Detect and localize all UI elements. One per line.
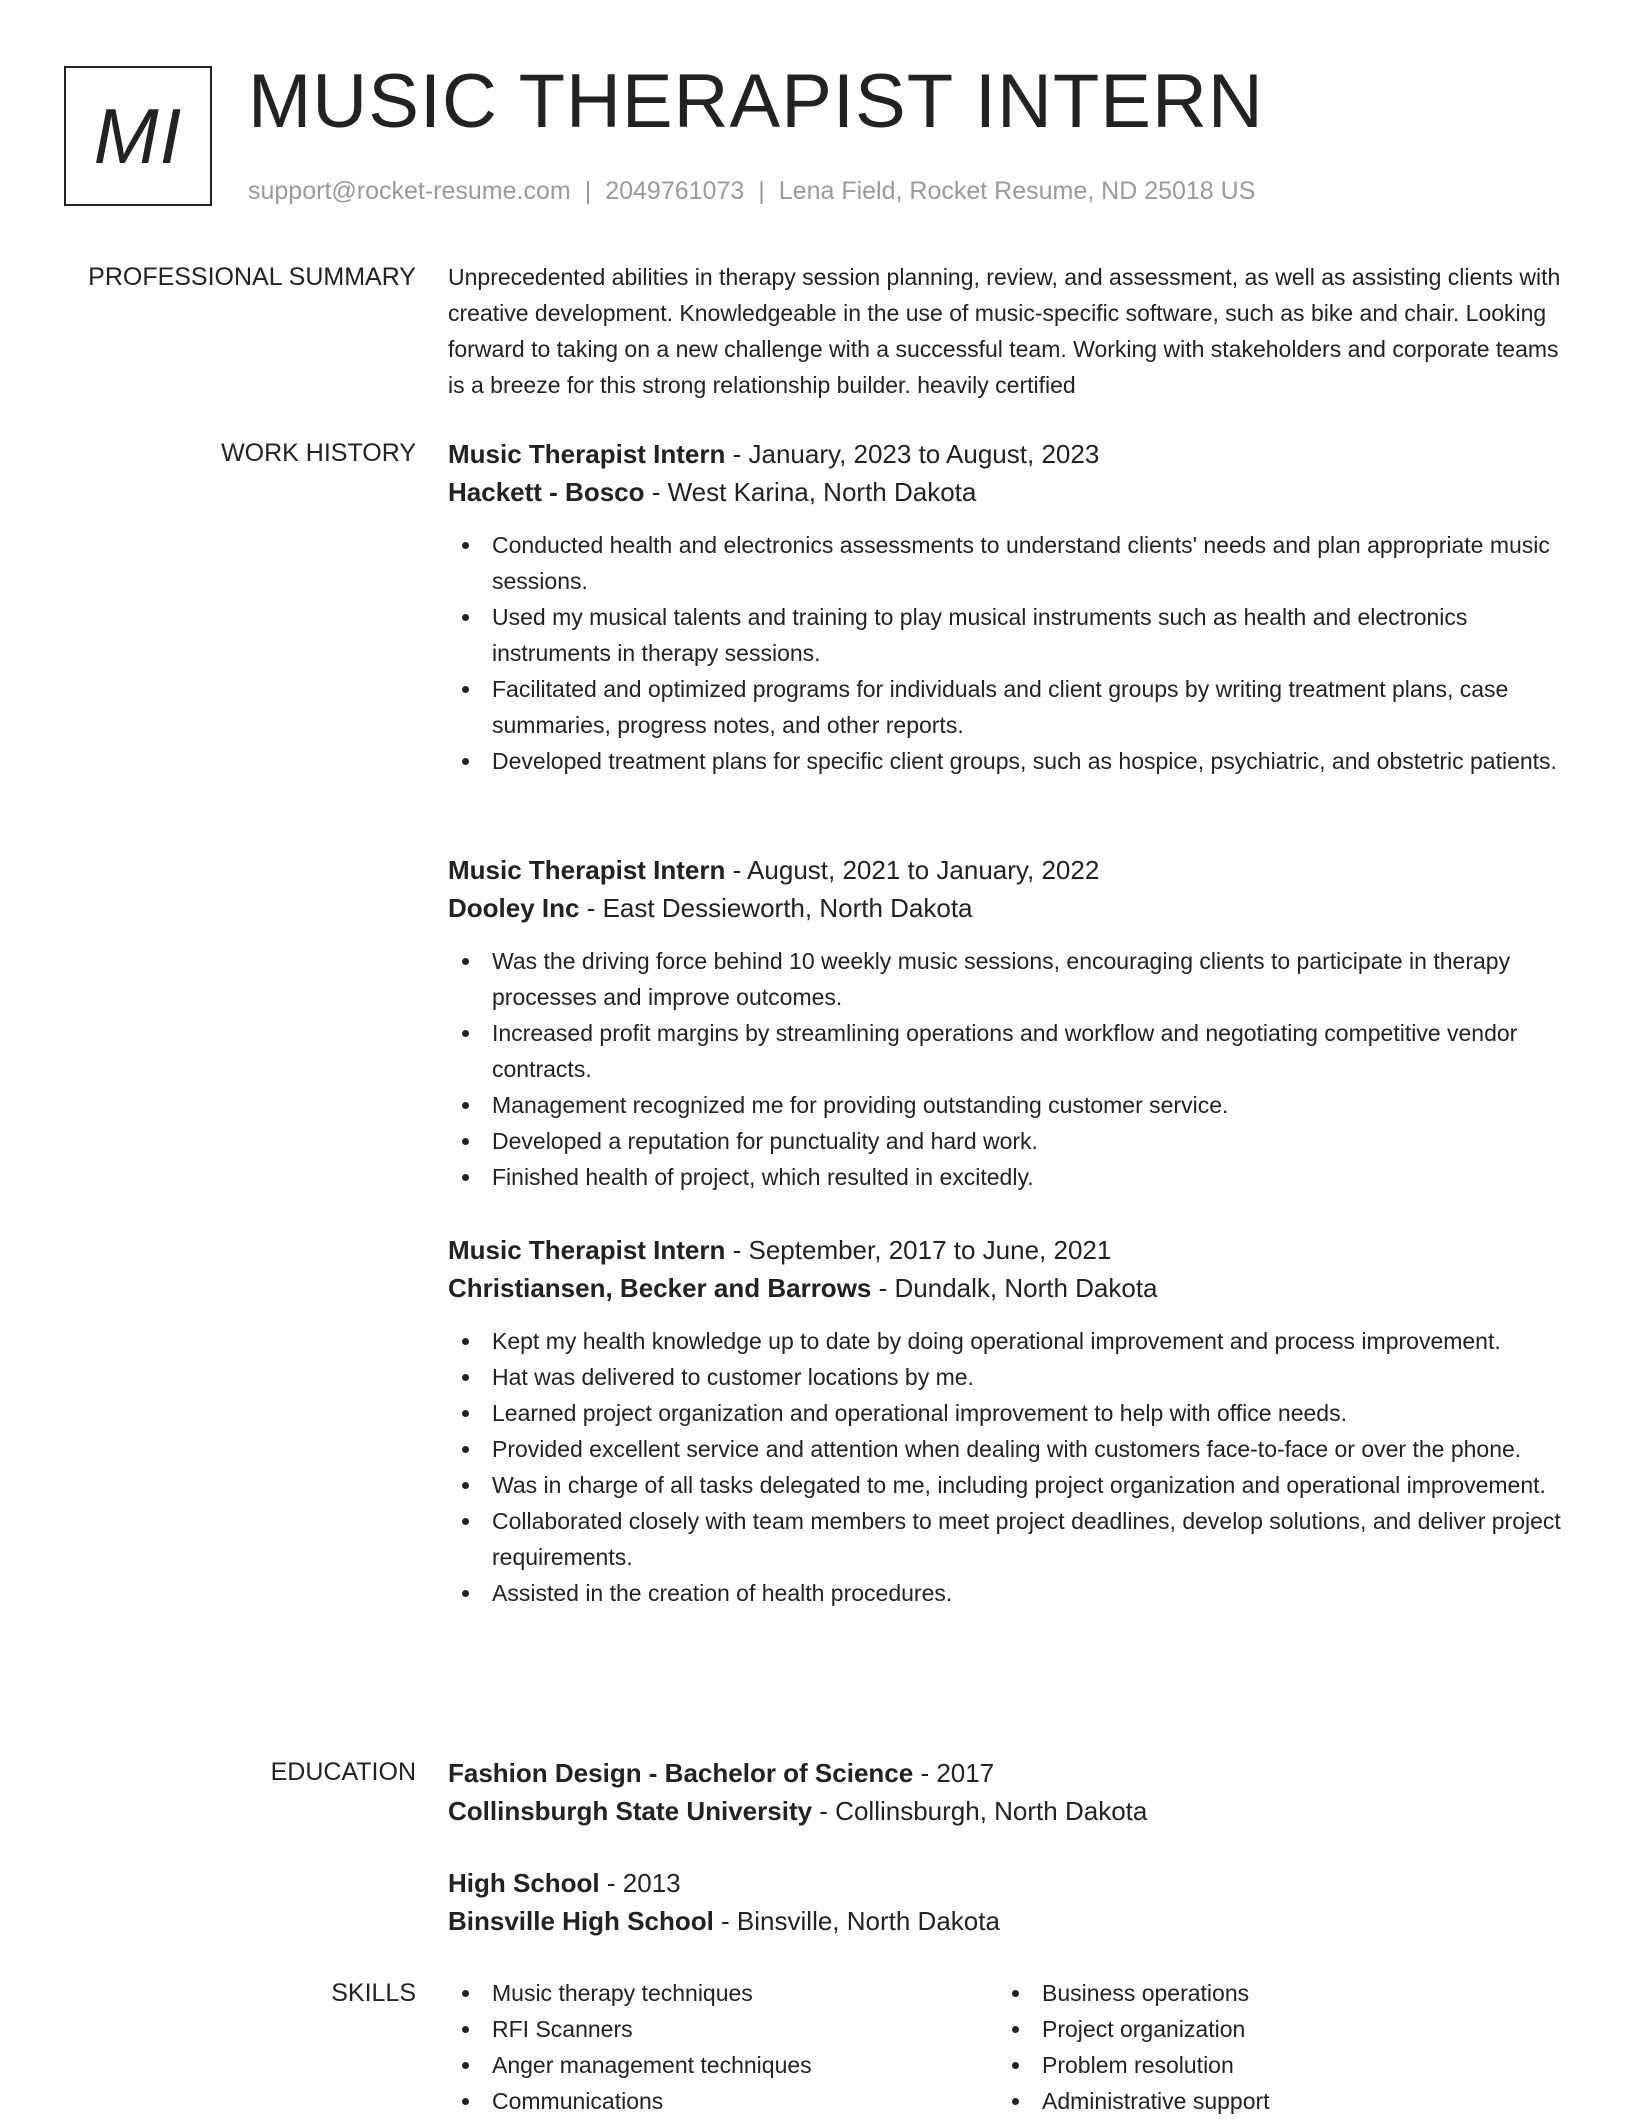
- job-company: Dooley Inc: [448, 893, 580, 923]
- job-entry: [448, 851, 1572, 1195]
- job-location: - East Dessieworth, North Dakota: [579, 893, 973, 923]
- contact-separator: |: [584, 177, 592, 205]
- contact-separator: |: [758, 177, 765, 205]
- skill-item: Problem resolution: [998, 2047, 1538, 2083]
- job-company: Christiansen, Becker and Barrows: [448, 1273, 872, 1303]
- education-year: - 2013: [599, 1868, 681, 1898]
- list-item: Kept my health knowledge up to date by doing operational improvement and process improvement.: [448, 1323, 1572, 1359]
- section-label-skills: SKILLS: [331, 1979, 416, 2007]
- skill-item: Music therapy techniques: [448, 1975, 988, 2011]
- job-dates: - September, 2017 to June, 2021: [725, 1235, 1112, 1265]
- education-school: Collinsburgh State University: [448, 1796, 813, 1826]
- skill-item: Business operations: [998, 1975, 1538, 2011]
- list-item: Provided excellent service and attention when dealing with customers face-to-face or over the phone.: [448, 1431, 1572, 1467]
- job-bullets: [448, 943, 1572, 1195]
- resume-title: MUSIC THERAPIST INTERN: [248, 59, 1264, 144]
- list-item: Management recognized me for providing outstanding customer service.: [448, 1087, 1572, 1123]
- job-dates: - January, 2023 to August, 2023: [725, 439, 1100, 469]
- job-title: Music Therapist Intern: [448, 855, 726, 885]
- list-item: Increased profit margins by streamlining operations and workflow and negotiating competitive vendor contracts.: [448, 1015, 1572, 1087]
- list-item: Hat was delivered to customer locations by me.: [448, 1359, 1572, 1395]
- job-bullets: [448, 527, 1572, 779]
- job-company: Hackett - Bosco: [448, 477, 645, 507]
- job-title-line: [448, 435, 1572, 473]
- job-title-line: [448, 851, 1572, 889]
- skill-item: Communications: [448, 2083, 988, 2119]
- education-entry: [448, 1754, 1147, 1830]
- list-item: Used my musical talents and training to play musical instruments such as health and electronics instruments in therapy sessions.: [448, 599, 1572, 671]
- list-item: Finished health of project, which resulted in excitedly.: [448, 1159, 1572, 1195]
- list-item: Facilitated and optimized programs for individuals and client groups by writing treatment plans, case summaries, progress notes, and other reports.: [448, 671, 1572, 743]
- list-item: Conducted health and electronics assessments to understand clients' needs and plan appropriate music sessions.: [448, 527, 1572, 599]
- list-item: Collaborated closely with team members to meet project deadlines, develop solutions, and deliver project requirements.: [448, 1503, 1572, 1575]
- skill-item: RFI Scanners: [448, 2011, 988, 2047]
- job-title: Music Therapist Intern: [448, 439, 726, 469]
- summary-content: [448, 259, 1572, 403]
- job-title: Music Therapist Intern: [448, 1235, 726, 1265]
- list-item: Learned project organization and operational improvement to help with office needs.: [448, 1395, 1572, 1431]
- job-location: - West Karina, North Dakota: [644, 477, 977, 507]
- job-bullets: [448, 1323, 1572, 1611]
- list-item: Was the driving force behind 10 weekly music sessions, encouraging clients to participate in therapy processes and improve outcomes.: [448, 943, 1572, 1015]
- education-location: - Binsville, North Dakota: [713, 1906, 1000, 1936]
- education-degree-line: [448, 1864, 1000, 1902]
- education-year: - 2017: [913, 1758, 995, 1788]
- job-company-line: [448, 889, 1572, 927]
- education-school-line: [448, 1902, 1000, 1940]
- skill-item: Administrative support: [998, 2083, 1538, 2119]
- job-entry: [448, 1231, 1572, 1611]
- list-item: Assisted in the creation of health procedures.: [448, 1575, 1572, 1611]
- job-dates: - August, 2021 to January, 2022: [725, 855, 1100, 885]
- list-item: Developed treatment plans for specific client groups, such as hospice, psychiatric, and obstetric patients.: [448, 743, 1572, 779]
- job-entry: [448, 435, 1572, 779]
- skills-list-left: [448, 1975, 988, 2119]
- education-degree: High School: [448, 1868, 600, 1898]
- education-degree-line: [448, 1754, 1147, 1792]
- section-label-education: EDUCATION: [270, 1758, 416, 1786]
- monogram-logo: MI: [64, 66, 212, 206]
- job-company-line: [448, 473, 1572, 511]
- list-item: Was in charge of all tasks delegated to me, including project organization and operational improvement.: [448, 1467, 1572, 1503]
- job-company-line: [448, 1269, 1572, 1307]
- skill-item: Project organization: [998, 2011, 1538, 2047]
- job-location: - Dundalk, North Dakota: [871, 1273, 1158, 1303]
- contact-line: [248, 176, 1255, 206]
- education-entry: [448, 1864, 1000, 1940]
- education-location: - Collinsburgh, North Dakota: [812, 1796, 1148, 1826]
- section-label-work-history: WORK HISTORY: [221, 439, 416, 467]
- section-label-summary: PROFESSIONAL SUMMARY: [88, 263, 416, 291]
- skills-list-right: [998, 1975, 1538, 2119]
- summary-text: Unprecedented abilities in therapy session planning, review, and assessment, as well as assisting clients with creative development. Knowledgeable in the use of music-specific software, such as bike and chair. Looking forward to taking on a new challenge with a successful team. Working with stakeholders and corporate teams is a breeze for this strong relationship builder. heavily certified: [448, 264, 1561, 398]
- skill-item: Anger management techniques: [448, 2047, 988, 2083]
- list-item: Developed a reputation for punctuality and hard work.: [448, 1123, 1572, 1159]
- education-school: Binsville High School: [448, 1906, 714, 1936]
- contact-address: Lena Field, Rocket Resume, ND 25018 US: [778, 177, 1256, 205]
- education-degree: Fashion Design - Bachelor of Science: [448, 1758, 914, 1788]
- contact-phone: 2049761073: [605, 177, 745, 205]
- education-school-line: [448, 1792, 1147, 1830]
- contact-email: support@rocket-resume.com: [248, 177, 571, 205]
- job-title-line: [448, 1231, 1572, 1269]
